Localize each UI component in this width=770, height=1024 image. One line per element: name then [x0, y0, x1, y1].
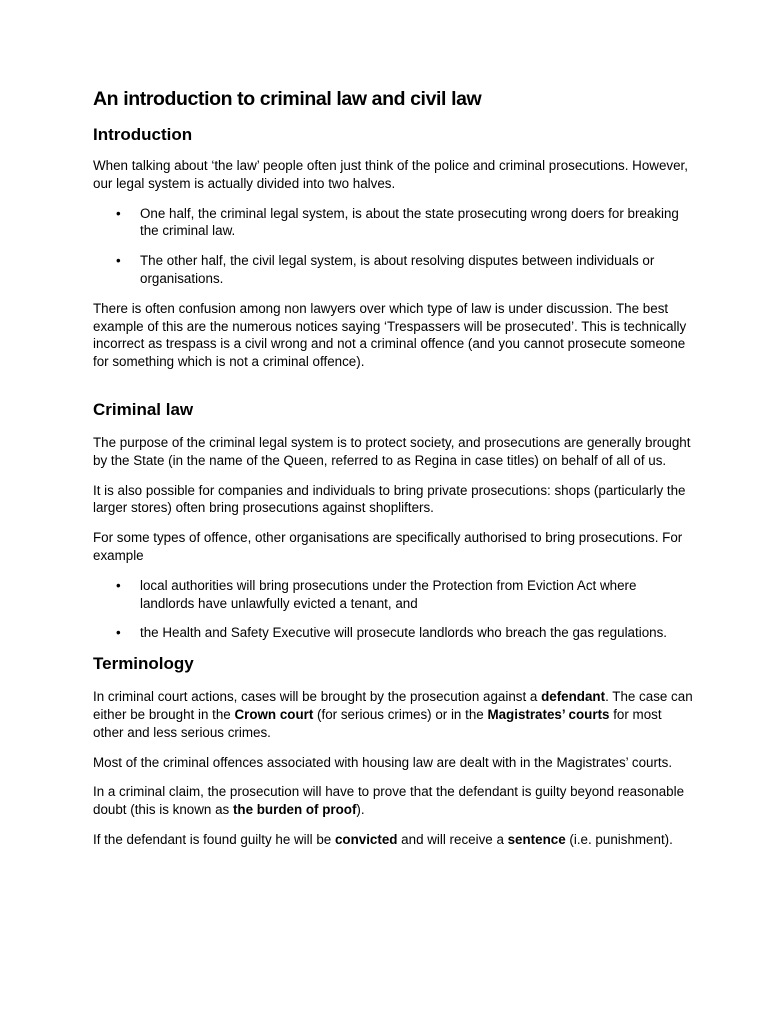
text-run: and will receive a — [397, 831, 508, 847]
term-crown-court: Crown court — [234, 706, 314, 722]
term-sentence: sentence — [507, 831, 566, 847]
term-burden-of-proof: the burden of proof — [232, 802, 357, 818]
list-item — [93, 624, 693, 642]
list-item-text: One half, the criminal legal system, is about the state prosecuting wrong doers for breaking the criminal law. — [140, 205, 679, 239]
heading-terminology: Terminology — [93, 654, 194, 674]
list-item-text: local authorities will bring prosecutions under the Protection from Eviction Act where landlords have unlawfully evicted a tenant, and — [140, 577, 637, 611]
paragraph-court-actions — [93, 688, 693, 741]
paragraph-conviction — [93, 831, 693, 849]
list-item-text: The other half, the civil legal system, is about resolving disputes between individuals or organisations. — [140, 253, 655, 286]
bullet-icon: • — [116, 205, 121, 221]
paragraph-offence-types: For some types of offence, other organisations are specifically authorised to bring prosecutions. For example — [93, 530, 683, 563]
bullet-icon: • — [116, 577, 121, 593]
list-item — [93, 252, 693, 288]
text-run: ). — [356, 802, 365, 818]
list-item — [93, 205, 693, 241]
bullet-list-organisations — [93, 577, 693, 642]
paragraph-confusion: There is often confusion among non lawyers over which type of law is under discussion. The best example of this are the numerous notices saying ‘Trespassers will be prosecuted’. This is technically incorrect as trespass is a civil wrong and not a criminal offence (and you cannot prosecute someone for something which is not a criminal offence). — [93, 300, 687, 370]
heading-criminal-law: Criminal law — [93, 399, 194, 419]
paragraph-burden-of-proof — [93, 783, 693, 819]
paragraph-private-prosecutions: It is also possible for companies and individuals to bring private prosecutions: shops (particularly the larger stores) often bring prosecutions against shoplifters. — [93, 482, 686, 516]
term-defendant: defendant — [541, 689, 606, 705]
bullet-icon: • — [116, 253, 121, 269]
paragraph-intro: When talking about ‘the law’ people often just think of the police and criminal prosecutions. However, our legal system is actually divided into two halves. — [93, 158, 688, 191]
text-run: In criminal court actions, cases will be brought by the prosecution against a — [93, 689, 542, 705]
text-run: (i.e. punishment). — [565, 831, 673, 847]
document-page — [93, 86, 693, 849]
term-convicted: convicted — [334, 831, 398, 847]
paragraph-purpose: The purpose of the criminal legal system is to protect society, and prosecutions are generally brought by the State (in the name of the Queen, referred to as Regina in case titles) on behalf of all of us. — [93, 434, 691, 468]
text-run: (for serious crimes) or in the — [313, 706, 488, 722]
text-run: In a criminal claim, the prosecution will have to prove that the defendant is guilty beyond reasonable doubt (this is known as — [93, 784, 685, 818]
bullet-list-legal-system — [93, 205, 693, 288]
text-run: . The case can either be brought in the — [93, 689, 693, 722]
paragraph-housing-law: Most of the criminal offences associated with housing law are dealt with in the Magistrates’ courts. — [93, 754, 673, 770]
bullet-icon: • — [116, 625, 121, 641]
list-item-text: the Health and Safety Executive will prosecute landlords who breach the gas regulations. — [140, 625, 668, 641]
text-run: for most other and less serious crimes. — [93, 706, 662, 740]
document-title: An introduction to criminal law and civil law — [93, 88, 482, 110]
term-magistrates-courts: Magistrates’ courts — [487, 706, 610, 722]
list-item — [93, 577, 693, 613]
heading-introduction: Introduction — [93, 125, 193, 144]
text-run: If the defendant is found guilty he will be — [93, 831, 335, 847]
